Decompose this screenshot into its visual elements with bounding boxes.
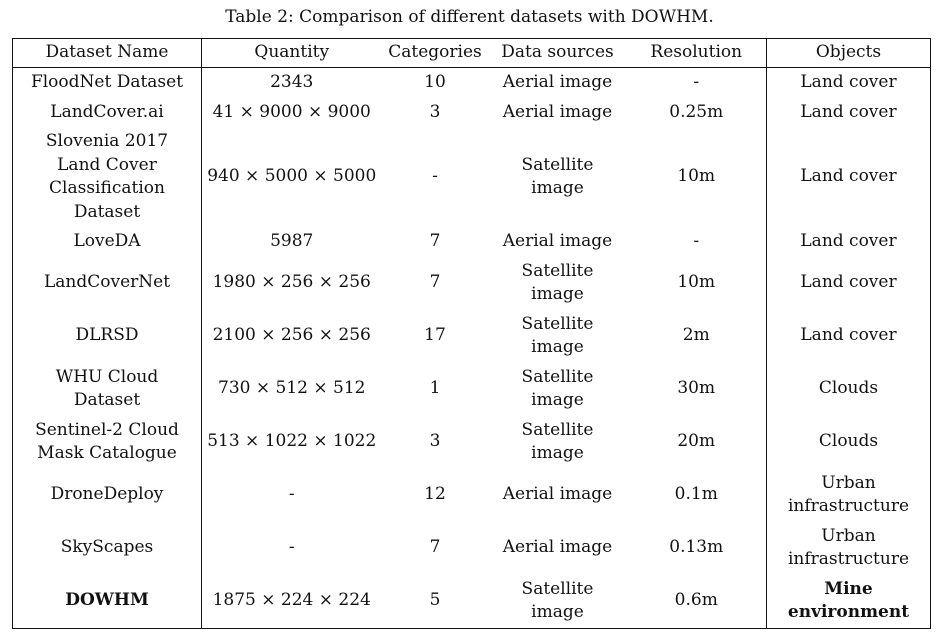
cell-dataset-name: LoveDA xyxy=(13,227,202,257)
header-objects: Objects xyxy=(767,39,931,68)
cell-data-source: Aerial image xyxy=(502,484,613,505)
header-resolution: Resolution xyxy=(627,39,767,68)
cell-quantity: 1875 × 224 × 224 xyxy=(202,575,382,629)
cell-categories: 3 xyxy=(429,431,441,452)
cell-dataset-name: SkyScapes xyxy=(13,522,202,575)
cell-data-source: Satellite image xyxy=(521,260,594,304)
cell-data-source: Aerial image xyxy=(502,537,613,558)
header-quantity: Quantity xyxy=(202,39,382,68)
cell-resolution: 0.25m xyxy=(627,98,767,128)
cell-objects: Land cover xyxy=(767,127,931,227)
table-row xyxy=(13,68,931,98)
cell-resolution: 30m xyxy=(627,363,767,416)
cell-resolution: - xyxy=(627,68,767,98)
header-dataset-name: Dataset Name xyxy=(13,39,202,68)
table-row xyxy=(13,469,931,522)
cell-dataset-name: FloodNet Dataset xyxy=(13,68,202,98)
cell-resolution: 0.6m xyxy=(627,575,767,629)
cell-quantity: - xyxy=(288,484,295,505)
cell-dataset-name: WHU Cloud Dataset xyxy=(13,363,202,416)
cell-objects: Mine environment xyxy=(767,575,931,629)
cell-categories: 7 xyxy=(429,231,441,251)
table-header-row xyxy=(13,39,931,68)
table-row xyxy=(13,416,931,469)
cell-objects: Clouds xyxy=(767,416,931,469)
header-data-sources: Data sources xyxy=(489,39,627,68)
cell-objects: Land cover xyxy=(767,227,931,257)
cell-resolution: - xyxy=(627,227,767,257)
cell-objects: Urban infrastructure xyxy=(767,522,931,575)
cell-categories: - xyxy=(432,166,438,187)
cell-resolution: 10m xyxy=(627,257,767,310)
cell-quantity: - xyxy=(288,537,295,558)
cell-resolution: 0.13m xyxy=(627,522,767,575)
cell-quantity: 2343 xyxy=(270,72,314,92)
cell-dataset-name: LandCover.ai xyxy=(13,98,202,128)
cell-objects: Land cover xyxy=(767,257,931,310)
cell-quantity: 513 × 1022 × 1022 xyxy=(207,431,377,452)
cell-dataset-name: Slovenia 2017 Land Cover Classification Dataset xyxy=(13,127,202,227)
table-row xyxy=(13,98,931,128)
cell-data-source: Satellite image xyxy=(521,366,594,410)
cell-categories: 7 xyxy=(429,272,441,293)
table-row xyxy=(13,127,931,227)
cell-data-source: Satellite image xyxy=(489,575,627,629)
cell-quantity: 2100 × 256 × 256 xyxy=(212,325,371,346)
cell-objects: Land cover xyxy=(767,98,931,128)
cell-resolution: 10m xyxy=(627,127,767,227)
cell-quantity: 41 × 9000 × 9000 xyxy=(212,101,371,122)
cell-objects: Clouds xyxy=(767,363,931,416)
table-row xyxy=(13,522,931,575)
cell-categories: 3 xyxy=(429,101,441,122)
cell-resolution: 0.1m xyxy=(627,469,767,522)
table-row-highlighted xyxy=(13,575,931,629)
cell-categories: 17 xyxy=(424,325,446,346)
cell-data-source: Satellite image xyxy=(521,154,594,198)
cell-dataset-name: DroneDeploy xyxy=(13,469,202,522)
cell-dataset-name: DOWHM xyxy=(13,575,202,629)
cell-dataset-name: DLRSD xyxy=(13,310,202,363)
cell-categories: 1 xyxy=(429,378,441,399)
cell-dataset-name: LandCoverNet xyxy=(13,257,202,310)
cell-data-source: Aerial image xyxy=(502,101,613,122)
cell-quantity: 5987 xyxy=(270,231,314,251)
cell-data-source: Aerial image xyxy=(502,231,613,251)
table-row xyxy=(13,363,931,416)
table-caption: Table 2: Comparison of different datasets with DOWHM. xyxy=(225,7,714,27)
cell-data-source: Aerial image xyxy=(502,72,613,92)
cell-categories: 7 xyxy=(429,537,441,558)
cell-data-source: Satellite image xyxy=(521,313,594,357)
cell-dataset-name: Sentinel-2 Cloud Mask Catalogue xyxy=(13,416,202,469)
cell-categories: 5 xyxy=(382,575,489,629)
cell-resolution: 20m xyxy=(627,416,767,469)
table-row xyxy=(13,257,931,310)
cell-quantity: 730 × 512 × 512 xyxy=(218,378,366,399)
table-row xyxy=(13,310,931,363)
table-row xyxy=(13,227,931,257)
cell-resolution: 2m xyxy=(627,310,767,363)
cell-categories: 10 xyxy=(424,72,446,92)
header-categories: Categories xyxy=(382,39,489,68)
cell-objects: Land cover xyxy=(767,310,931,363)
cell-objects: Urban infrastructure xyxy=(767,469,931,522)
dataset-comparison-table xyxy=(12,38,931,629)
cell-quantity: 940 × 5000 × 5000 xyxy=(207,166,377,187)
cell-categories: 12 xyxy=(424,484,446,505)
cell-objects: Land cover xyxy=(767,68,931,98)
cell-quantity: 1980 × 256 × 256 xyxy=(212,272,371,293)
cell-data-source: Satellite image xyxy=(521,419,594,463)
